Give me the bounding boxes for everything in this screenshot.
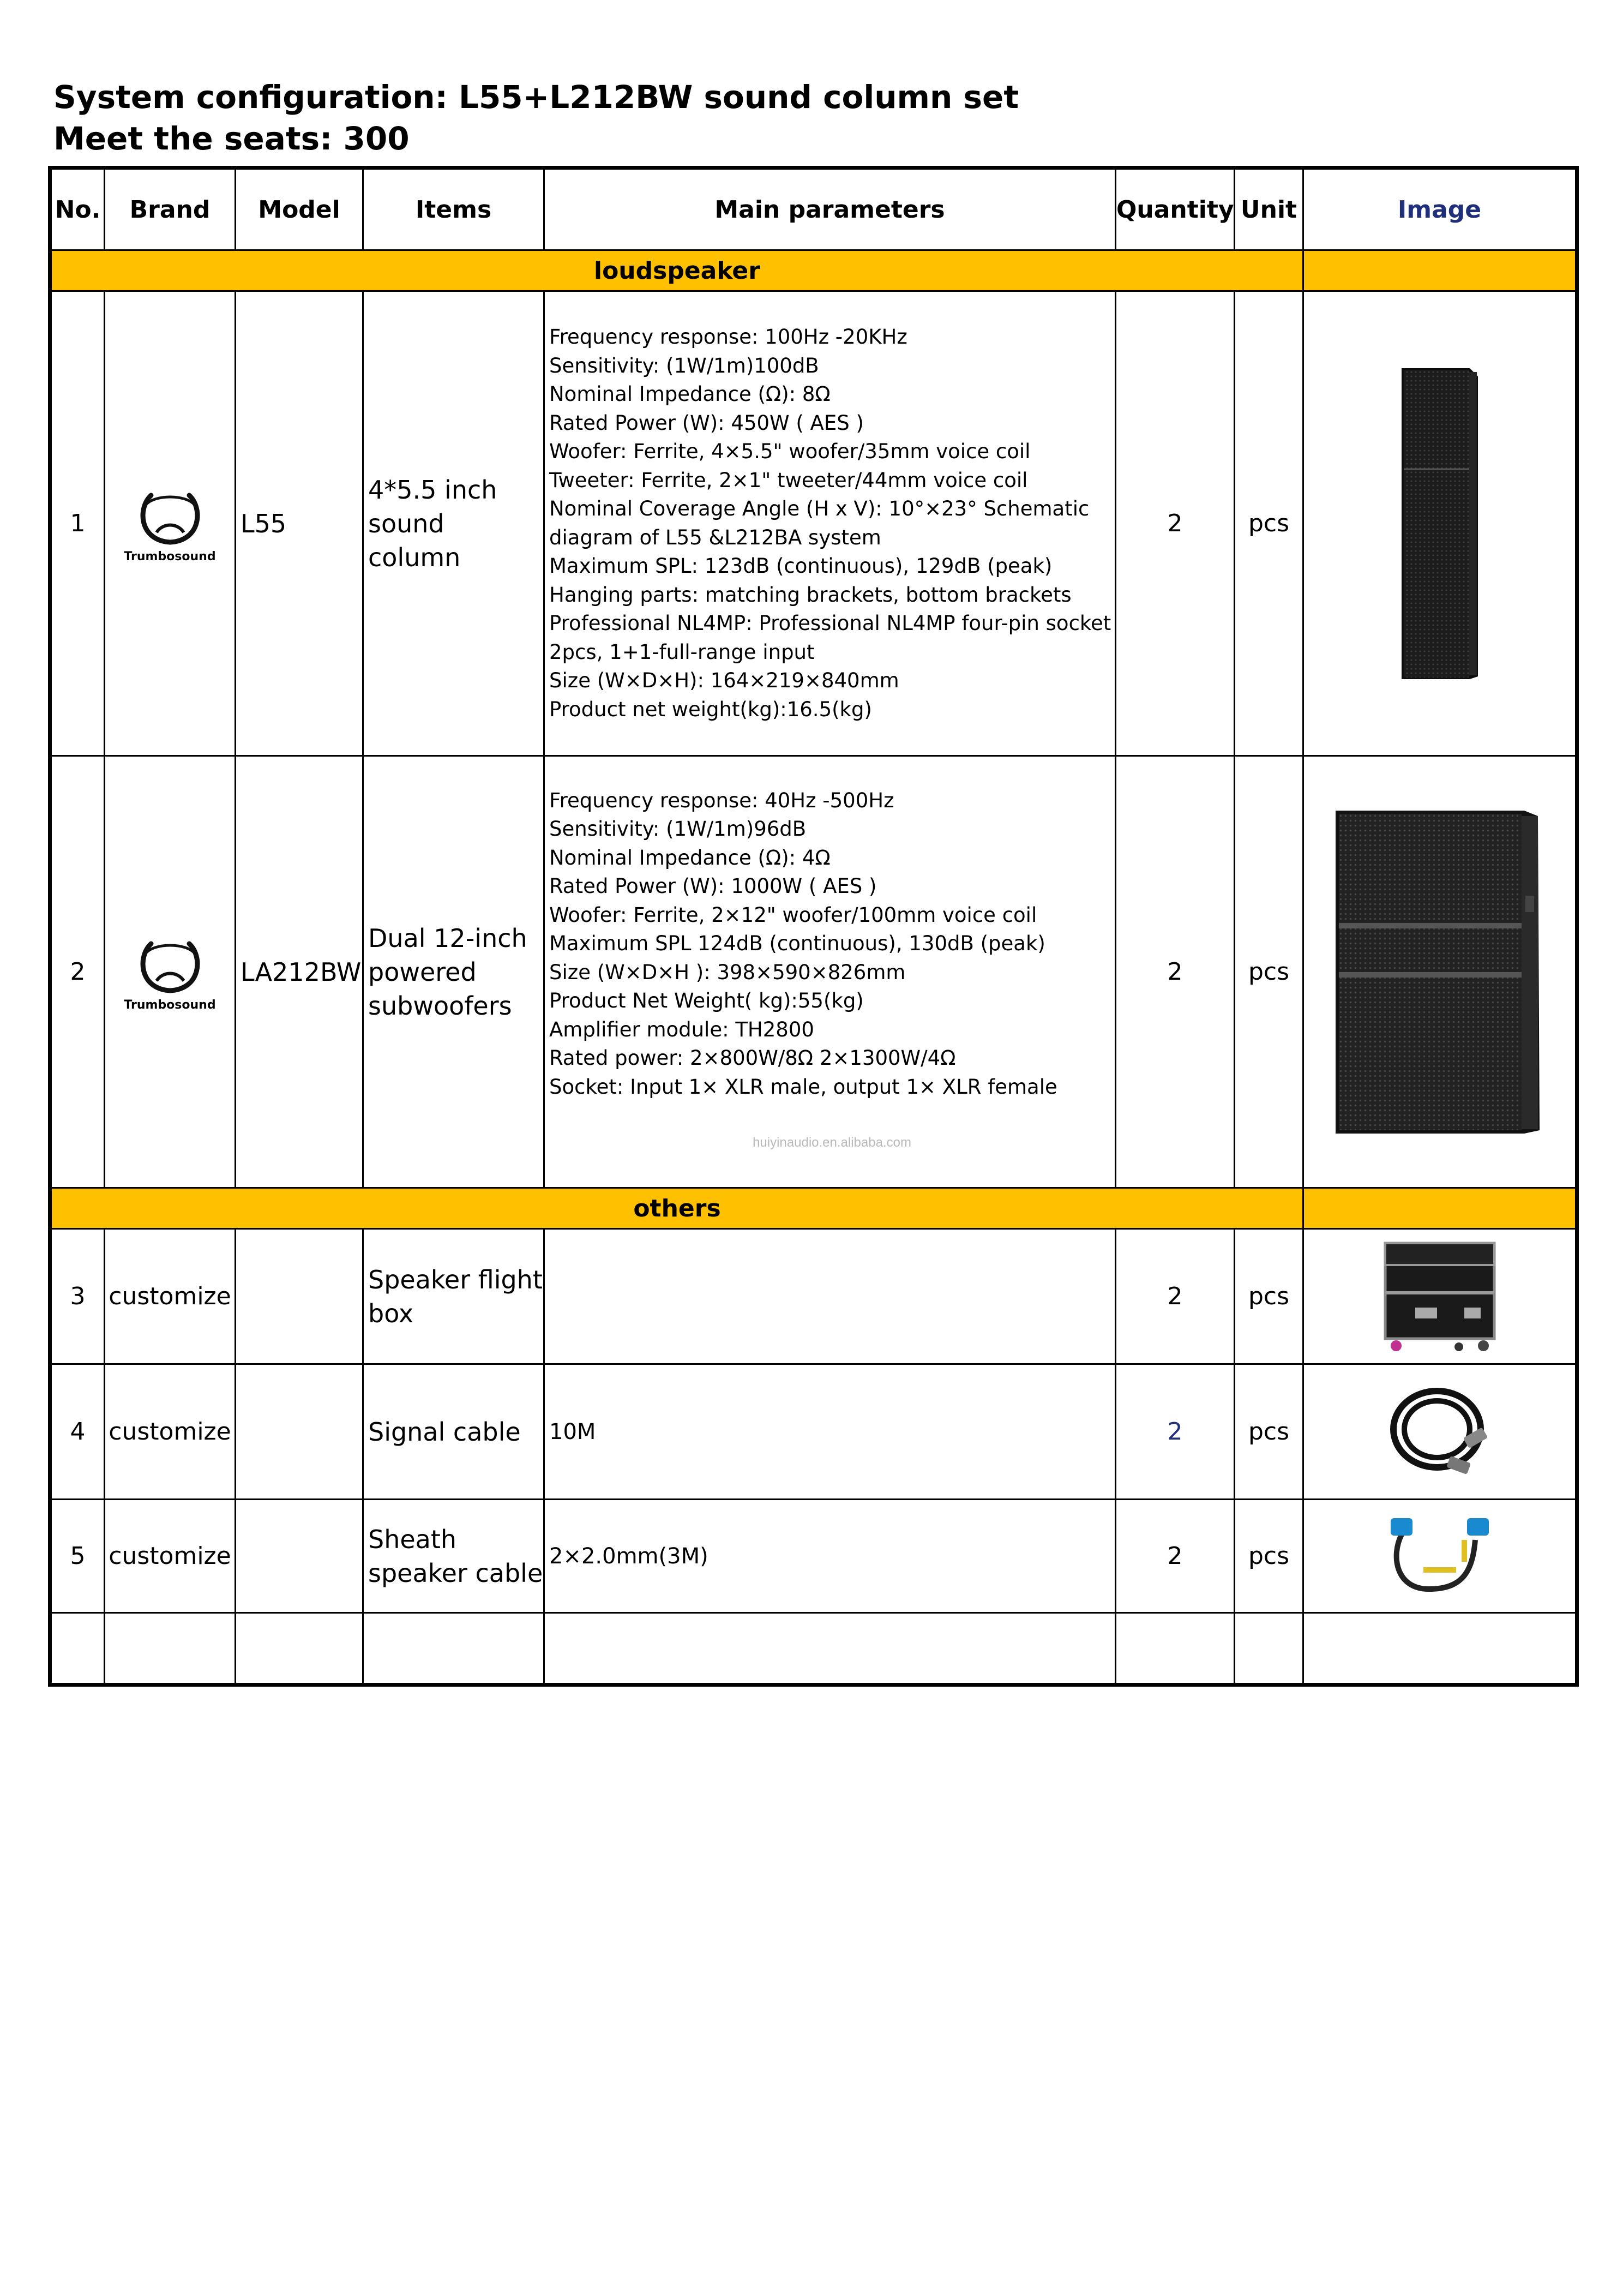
row-no: 3	[50, 1229, 105, 1364]
brand-cell	[105, 756, 236, 1188]
flight-case-icon	[1377, 1237, 1502, 1357]
params-cell: 2×2.0mm(3M)	[544, 1500, 1116, 1613]
empty-cell	[1303, 1613, 1577, 1685]
table-row	[50, 1364, 1577, 1500]
image-cell	[1303, 1500, 1577, 1613]
trumbosound-logo-icon	[129, 932, 211, 997]
col-header-model: Model	[236, 168, 363, 250]
brand-cell: customize	[105, 1229, 236, 1364]
param-line: Product net weight(kg):16.5(kg)	[549, 697, 872, 721]
empty-cell	[50, 1613, 105, 1685]
params-cell	[544, 756, 1116, 1188]
configuration-table	[48, 166, 1579, 1687]
brand-cell	[105, 291, 236, 756]
table-row	[50, 1229, 1577, 1364]
watermark-text: huiyinaudio.en.alibaba.com	[753, 1135, 911, 1150]
param-line: Maximum SPL: 123dB (continuous), 129dB (peak)	[549, 554, 1053, 578]
model-cell: L55	[236, 291, 363, 756]
item-cell: Signal cable	[363, 1364, 544, 1500]
image-cell	[1303, 756, 1577, 1188]
quantity-cell: 2	[1116, 291, 1235, 756]
image-cell	[1303, 1364, 1577, 1500]
page-title	[53, 76, 1019, 159]
brand-logo	[105, 483, 235, 563]
unit-cell: pcs	[1235, 291, 1303, 756]
row-no: 2	[50, 756, 105, 1188]
section-row-others	[50, 1188, 1577, 1229]
subwoofer-icon	[1333, 808, 1546, 1136]
section-empty-cell	[1303, 1188, 1577, 1229]
empty-cell	[1235, 1613, 1303, 1685]
param-line: Nominal Coverage Angle (H x V): 10°×23° Schematic	[549, 497, 1090, 520]
item-cell: Sheath speaker cable	[363, 1500, 544, 1613]
xlr-cable-icon	[1382, 1377, 1497, 1486]
table-row	[50, 1500, 1577, 1613]
col-header-no: No.	[50, 168, 105, 250]
title-line-1: System configuration: L55+L212BW sound column set	[53, 79, 1019, 116]
col-header-params: Main parameters	[544, 168, 1116, 250]
param-line: Nominal Impedance (Ω): 4Ω	[549, 846, 831, 870]
params-cell	[544, 291, 1116, 756]
empty-cell	[363, 1613, 544, 1685]
param-line: 2pcs, 1+1-full-range input	[549, 640, 815, 664]
unit-cell: pcs	[1235, 1364, 1303, 1500]
column-speaker-icon	[1396, 365, 1483, 682]
brand-logo	[105, 932, 235, 1012]
param-line: Maximum SPL 124dB (continuous), 130dB (peak)	[549, 932, 1045, 955]
quantity-cell: 2	[1116, 1500, 1235, 1613]
brand-cell: customize	[105, 1364, 236, 1500]
model-cell: LA212BW	[236, 756, 363, 1188]
col-header-brand: Brand	[105, 168, 236, 250]
table-row	[50, 756, 1577, 1188]
image-cell	[1303, 1229, 1577, 1364]
table-row	[50, 291, 1577, 756]
param-line: Professional NL4MP: Professional NL4MP four-pin socket	[549, 612, 1111, 635]
params-cell	[544, 1229, 1116, 1364]
quantity-cell: 2	[1116, 756, 1235, 1188]
param-line: Sensitivity: (1W/1m)100dB	[549, 353, 819, 377]
param-line: Size (W×D×H ): 398×590×826mm	[549, 960, 906, 984]
param-line: Rated power: 2×800W/8Ω 2×1300W/4Ω	[549, 1046, 956, 1070]
row-no: 1	[50, 291, 105, 756]
section-empty-cell	[1303, 250, 1577, 291]
unit-cell: pcs	[1235, 756, 1303, 1188]
col-header-items: Items	[363, 168, 544, 250]
param-line: Size (W×D×H): 164×219×840mm	[549, 669, 899, 692]
param-line: Tweeter: Ferrite, 2×1" tweeter/44mm voice coil	[549, 468, 1028, 492]
param-line: Nominal Impedance (Ω): 8Ω	[549, 382, 831, 406]
section-label-loudspeaker: loudspeaker	[50, 250, 1303, 291]
empty-cell	[1116, 1613, 1235, 1685]
brand-cell: customize	[105, 1500, 236, 1613]
quantity-cell: 2	[1116, 1229, 1235, 1364]
section-row-loudspeaker	[50, 250, 1577, 291]
item-cell: 4*5.5 inch sound column	[363, 291, 544, 756]
empty-cell	[105, 1613, 236, 1685]
row-no: 4	[50, 1364, 105, 1500]
speakon-cable-icon	[1380, 1507, 1500, 1605]
brand-logo-text: Trumbosound	[124, 550, 216, 563]
param-line: Rated Power (W): 1000W ( AES )	[549, 874, 877, 898]
param-line: Woofer: Ferrite, 4×5.5" woofer/35mm voice coil	[549, 440, 1031, 463]
empty-cell	[544, 1613, 1116, 1685]
unit-cell: pcs	[1235, 1500, 1303, 1613]
col-header-quantity: Quantity	[1116, 168, 1235, 250]
header-row	[50, 168, 1577, 250]
section-label-others: others	[50, 1188, 1303, 1229]
trumbosound-logo-icon	[129, 483, 211, 549]
model-cell	[236, 1500, 363, 1613]
image-cell	[1303, 291, 1577, 756]
empty-cell	[236, 1613, 363, 1685]
quantity-cell: 2	[1116, 1364, 1235, 1500]
param-line: Hanging parts: matching brackets, bottom brackets	[549, 583, 1072, 607]
param-line: Amplifier module: TH2800	[549, 1017, 814, 1041]
param-line: diagram of L55 &L212BA system	[549, 525, 881, 549]
brand-logo-text: Trumbosound	[124, 998, 216, 1012]
param-line: Frequency response: 40Hz -500Hz	[549, 788, 894, 812]
param-line: Frequency response: 100Hz -20KHz	[549, 325, 907, 349]
param-line: Rated Power (W): 450W ( AES )	[549, 411, 864, 435]
unit-cell: pcs	[1235, 1229, 1303, 1364]
model-cell	[236, 1364, 363, 1500]
title-line-2: Meet the seats: 300	[53, 120, 410, 157]
param-line: Product Net Weight( kg):55(kg)	[549, 989, 864, 1012]
item-cell: Dual 12-inch powered subwoofers	[363, 756, 544, 1188]
params-cell: 10M	[544, 1364, 1116, 1500]
row-no: 5	[50, 1500, 105, 1613]
item-cell: Speaker flight box	[363, 1229, 544, 1364]
table-row-empty	[50, 1613, 1577, 1685]
param-line: Sensitivity: (1W/1m)96dB	[549, 817, 807, 841]
param-line: Woofer: Ferrite, 2×12" woofer/100mm voice coil	[549, 903, 1037, 927]
col-header-image: Image	[1303, 168, 1577, 250]
param-line: Socket: Input 1× XLR male, output 1× XLR female	[549, 1075, 1057, 1099]
col-header-unit: Unit	[1235, 168, 1303, 250]
model-cell	[236, 1229, 363, 1364]
